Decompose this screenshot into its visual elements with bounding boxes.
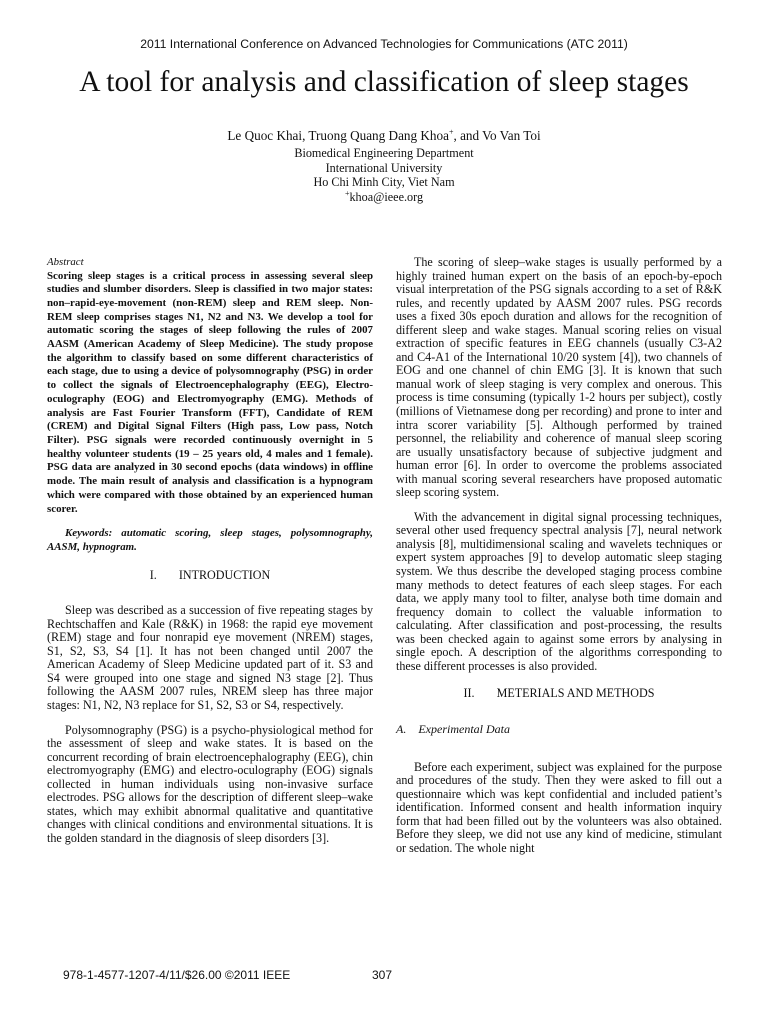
section-title: METERIALS AND METHODS (496, 686, 655, 701)
keywords: Keywords: automatic scoring, sleep stages, polysomnography, AASM, hypnogram. (47, 527, 373, 553)
subsection-heading (396, 723, 722, 737)
email-text: khoa@ieee.org (349, 189, 424, 204)
section-title: INTRODUCTION (178, 567, 271, 582)
subsection-number: A. (396, 721, 407, 736)
affiliation-city: Ho Chi Minh City, Viet Nam (313, 175, 455, 189)
email-superscript: + (344, 188, 350, 198)
author-email (0, 190, 768, 205)
author-superscript: + (448, 127, 454, 137)
affiliation-department: Biomedical Engineering Department (294, 146, 474, 160)
abstract-text: Scoring sleep stages is a critical process in assessing several sleep studies and slumber disorders. Sleep is classified in two major states: non–rapid-eye-movement (non-REM) sleep and REM sleep. Non-REM sleep comprises stages N1, N2 and N3. We develop a tool for automatic scoring the stages of sleep following the rules of 2007 AASM (American Academy of Sleep Medicine). The study propose the algorithm to classify based on some different characteristics of each stage, due to using a device of polysomnography (PSG) in order to collect the signals of Electroencephalography (EEG), Electro-oculography (EOG) and Electromyography (EMG). Methods of analysis are Fast Fourier Transform (FFT), Candidate of REM (CREM) and Digital Signal Filters (High pass, Low pass, Notch Filter). PSG signals were recorded continuously overnight in 5 healthy volunteer students (19 – 25 years old, 4 males and 1 female). PSG data are analyzed in 30 second epochs (data windows) in offline mode. The main result of analysis and classification is a hypnogram which were compared with those obtained by an experienced human scorer. (47, 269, 373, 515)
section-heading-introduction (47, 569, 373, 583)
abstract-heading: Abstract (47, 256, 84, 268)
subsection-title: Experimental Data (418, 721, 510, 736)
body-paragraph-2: With the advancement in digital signal processing techniques, several other used frequency spectral analysis [7], neural network analysis [8], multidimensional scaling and wavelets techniques or expert system approaches [9] to develop automatic sleep staging system. We thus describe the developed staging process combine many methods to detect features of each sleep stages. For each data, we apply many tool to filter, analyse both time domain and frequency domain to collect the valuable information to calculating. After classification and post-processing, the results was been checked again to against some errors by analysing in single epoch. A description of the algorithms corresponding to these different processes is also provided. (396, 509, 722, 673)
intro-paragraph-1: Sleep was described as a succession of five repeating stages by Rechtschaffen and Kale (R&K) in 1968: the rapid eye movement (REM) stage and four nonrapid eye movement (NREM) stages, S1, S2, S3, S4 [1]. It has not been changed until 2007 the American Academy of Sleep Medicine updated part of it. S3 and S4 were grouped into one stage and signed N3 stage [2]. Thus following the AASM 2007 rules, NREM sleep has three major stages: N1, N2, N3 replace for S1, S2, S3 or S4, respectively. (47, 603, 373, 712)
page-number: 307 (372, 968, 393, 982)
intro-paragraph-2: Polysomnography (PSG) is a psycho-physiological method for the assessment of sleep and wake states. It is based on the concurrent recording of brain electroencephalography (EEG), chin electromyography (EMG) and electro-oculography (EOG) signals collected in human individuals using non-invasive surface electrodes. PSG allows for the description of different sleep–wake states, which may exhibit abnormal qualitative and quantitative changes with clinical conditions and environmental situations. It is the golden standard in the diagnosis of sleep disorders [3]. (47, 722, 373, 845)
section-number: I. (149, 567, 157, 582)
affiliation-university: International University (325, 160, 443, 175)
author-line (0, 128, 768, 144)
section-heading-methods (396, 687, 722, 701)
copyright-footer: 978-1-4577-1207-4/11/$26.00 ©2011 IEEE (63, 968, 291, 982)
body-paragraph-3: Before each experiment, subject was explained for the purpose and procedures of the study. Then they were asked to fill out a questionnaire which was kept confidential and included patient’s identification. Informed consent and health information inquiry form that had been filled out by the volunteers was also obtained. Before they sleep, we did not use any kind of medicine, stimulant or sedation. The whole night (396, 759, 722, 855)
right-column (396, 256, 722, 855)
conference-header: 2011 International Conference on Advanced Technologies for Communications (ATC 2011) (140, 37, 628, 51)
authors-part-1: Le Quoc Khai, Truong Quang Dang Khoa (227, 128, 449, 143)
paper-title: A tool for analysis and classification of sleep stages (79, 66, 689, 98)
section-number: II. (463, 686, 475, 701)
authors-part-2: , and Vo Van Toi (453, 128, 541, 143)
body-paragraph-1: The scoring of sleep–wake stages is usually performed by a highly trained human expert on the basis of an epoch-by-epoch visual interpretation of the PSG signals according to a set of R&K rules, and recently updated by AASM 2007 rules. PSG records uses a fixed 30s epoch duration and allows for the recognition of different sleep and wake stages. Manual scoring relies on visual extraction of specific features in EEG channels (usually C3-A2 and C4-A1 of the International 10/20 system [4]), two channels of EOG and one channel of chin EMG [3]. It is known that such manual work of sleep staging is very complex and onerous. This process is time consuming (typically 1-2 hours per subject), costly (millions of Vietnamese dong per recording) and prone to inter and intra scorer variability [5]. Although performed by trained personnel, the reliability and coherence of manual sleep scoring are usually unsatisfactory because of subjective judgment and human error [6]. In order to overcome the problems associated with manual scoring several researchers have proposed automatic sleep scoring system. (396, 255, 722, 500)
left-column (47, 256, 373, 845)
